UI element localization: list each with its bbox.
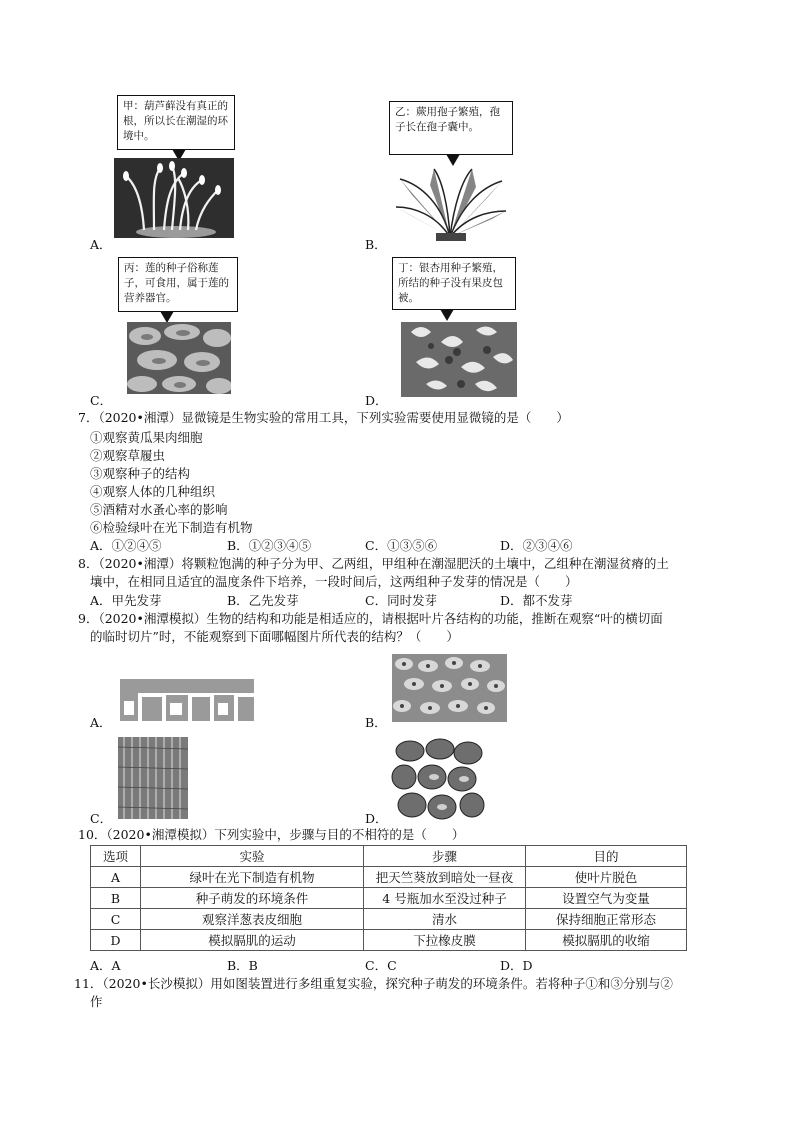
fern-image — [392, 165, 508, 243]
q8-option-c: C．同时发芽 — [365, 593, 438, 608]
lotus-image — [127, 322, 231, 394]
q8-option-d: D．都不发芽 — [500, 593, 573, 608]
table-row — [91, 867, 687, 888]
q10-option-c: C．C — [365, 958, 397, 973]
table-cell: D — [91, 930, 141, 951]
bubble-c: 丙：莲的种子俗称莲子，可食用，属于莲的营养器官。 — [118, 257, 238, 312]
table-cell: 模拟膈肌的收缩 — [526, 930, 687, 951]
q7-item-2: ②观察草履虫 — [90, 448, 166, 463]
table-cell: 设置空气为变量 — [526, 888, 687, 909]
table-cell: C — [91, 909, 141, 930]
cell-layer-image — [392, 654, 507, 722]
table-cell: 下拉橡皮膜 — [364, 930, 526, 951]
q11-line-2: 作 — [90, 994, 103, 1009]
table-cell: A — [91, 867, 141, 888]
muscle-fiber-image — [118, 737, 188, 819]
table-row — [91, 888, 687, 909]
mesophyll-cells-image — [390, 737, 488, 823]
q9-option-a-label: A． — [90, 715, 112, 730]
bubble-d: 丁：银杏用种子繁殖，所结的种子没有果皮包被。 — [392, 257, 516, 310]
header-cell: 步骤 — [364, 846, 526, 867]
q7-item-1: ①观察黄瓜果肉细胞 — [90, 430, 203, 445]
moss-image — [114, 158, 234, 238]
q7-option-d: D．②③④⑥ — [500, 538, 573, 553]
q9-line-1: 9．（2020•湘潭模拟）生物的结构和功能是相适应的，请根据叶片各结构的功能，推断在观察“叶的横切面 — [78, 611, 663, 626]
table-cell: 模拟膈肌的运动 — [141, 930, 364, 951]
q7-option-c: C．①③⑤⑥ — [365, 538, 438, 553]
table-cell: 保持细胞正常形态 — [526, 909, 687, 930]
table-cell: 种子萌发的环境条件 — [141, 888, 364, 909]
option-b-label: B． — [365, 237, 387, 252]
header-cell: 目的 — [526, 846, 687, 867]
table-row — [91, 930, 687, 951]
q10-option-b: B．B — [227, 958, 258, 973]
bubble-b: 乙：蕨用孢子繁殖，孢子长在孢子囊中。 — [389, 101, 513, 155]
table-header-row — [91, 846, 687, 867]
option-a-label: A． — [90, 237, 112, 252]
q9-option-b-label: B． — [365, 715, 387, 730]
q11-line-1: 11．（2020•长沙模拟）用如图装置进行多组重复实验，探究种子萌发的环境条件。若将种子①和③分别与② — [74, 976, 673, 991]
table-cell: 清水 — [364, 909, 526, 930]
table-cell: B — [91, 888, 141, 909]
q10-stem: 10．（2020•湘潭模拟）下列实验中，步骤与目的不相符的是（ ） — [78, 827, 465, 842]
option-c-label: C． — [90, 393, 113, 408]
q8-line-1: 8．（2020•湘潭）将颗粒饱满的种子分为甲、乙两组，甲组种在潮湿肥沃的土壤中，乙组种在潮湿贫瘠的土 — [78, 556, 669, 571]
q7-option-b: B．①②③④⑤ — [227, 538, 312, 553]
ginkgo-image — [401, 322, 517, 397]
header-cell: 实验 — [141, 846, 364, 867]
q7-item-3: ③观察种子的结构 — [90, 466, 191, 481]
q7-option-a: A．①②④⑤ — [90, 538, 162, 553]
table-cell: 观察洋葱表皮细胞 — [141, 909, 364, 930]
q7-item-4: ④观察人体的几种组织 — [90, 484, 216, 499]
experiment-table — [90, 845, 687, 951]
q7-item-5: ⑤酒精对水蚤心率的影响 — [90, 502, 228, 517]
table-cell: 绿叶在光下制造有机物 — [141, 867, 364, 888]
q7-stem: 7．（2020•湘潭）显微镜是生物实验的常用工具，下列实验需要使用显微镜的是（ ） — [78, 410, 569, 425]
q10-option-a: A．A — [90, 958, 121, 973]
q8-line-2: 壤中，在相同且适宜的温度条件下培养，一段时间后，这两组种子发芽的情况是（ ） — [90, 574, 578, 589]
q9-option-c-label: C． — [90, 811, 113, 826]
q9-line-2: 的临时切片”时，不能观察到下面哪幅图片所代表的结构？（ ） — [90, 629, 459, 644]
bubble-a: 甲：葫芦藓没有真正的根，所以长在潮湿的环境中。 — [117, 95, 235, 150]
q7-item-6: ⑥检验绿叶在光下制造有机物 — [90, 520, 253, 535]
table-cell: 4 号瓶加水至没过种子 — [364, 888, 526, 909]
table-cell: 把天竺葵放到暗处一昼夜 — [364, 867, 526, 888]
table-row — [91, 909, 687, 930]
epidermis-tissue-image — [118, 675, 258, 725]
q8-option-b: B．乙先发芽 — [227, 593, 299, 608]
option-d-label: D． — [365, 393, 388, 408]
q9-option-d-label: D． — [365, 811, 388, 826]
q10-option-d: D．D — [500, 958, 533, 973]
table-cell: 使叶片脱色 — [526, 867, 687, 888]
q8-option-a: A．甲先发芽 — [90, 593, 162, 608]
header-cell: 选项 — [91, 846, 141, 867]
